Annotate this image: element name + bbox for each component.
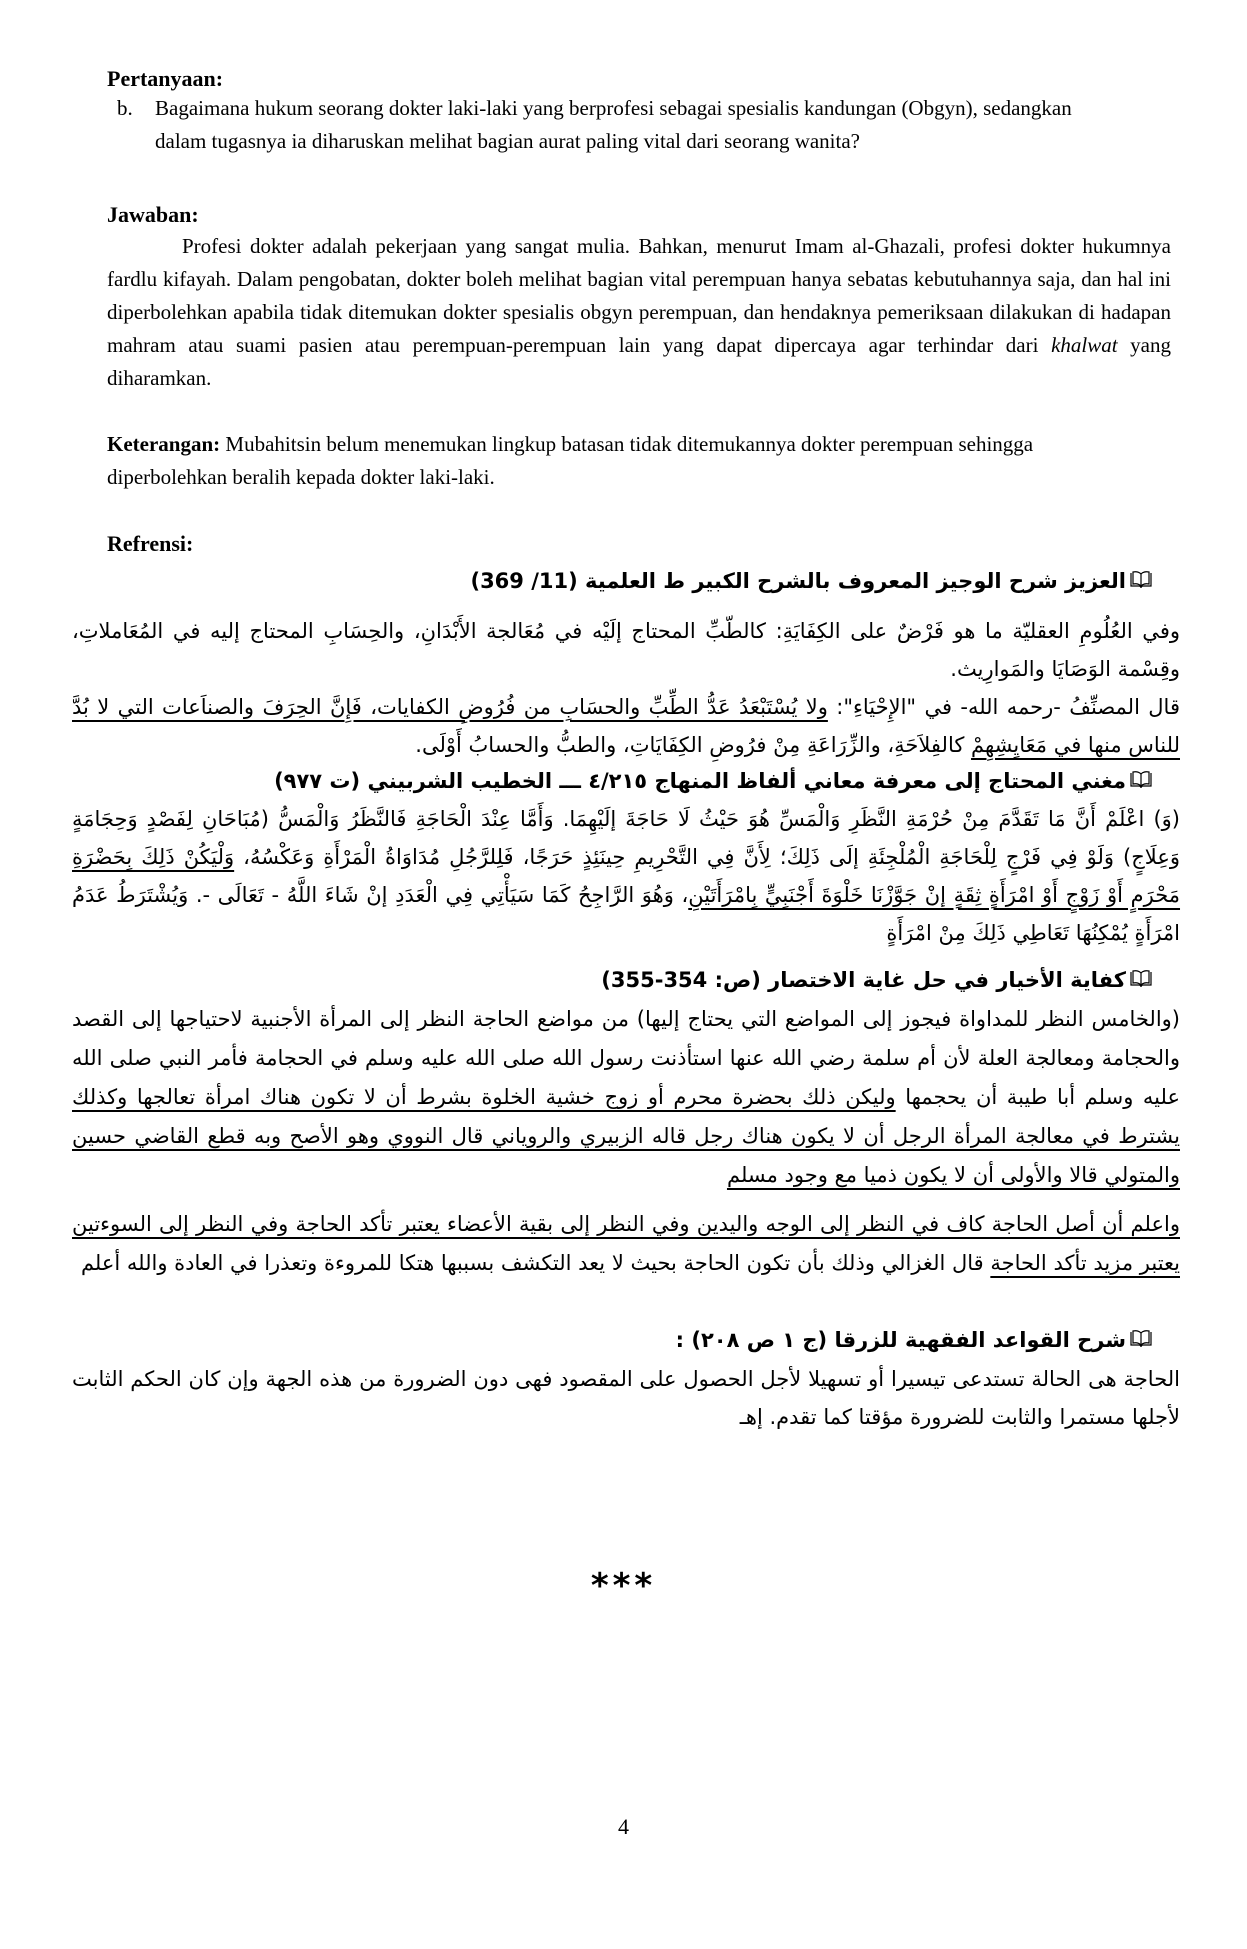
- reference-text: الحاجة هى الحالة تستدعى تيسيرا أو تسهيلا لأجل الحصول على المقصود فهى دون الضرورة من هذه الجهة وإن كان الحكم الثابت لأجلها مستمرا والثابت للضرورة مؤقتا كما تقدم. إهـ: [72, 1367, 1180, 1429]
- answer-text-end: yang diharamkan.: [107, 333, 1171, 390]
- reference-title-text: شرح القواعد الفقهية للزرقا (ج ١ ص ٢٠٨) :: [675, 1328, 1126, 1352]
- question-heading: Pertanyaan:: [107, 66, 224, 91]
- book-icon: [1130, 963, 1152, 999]
- reference-text: [72, 1000, 1180, 1195]
- reference-title: [440, 563, 1152, 600]
- reference-title-text: العزيز شرح الوجيز المعروف بالشرح الكبير ط العلمية (11/ 369): [470, 569, 1126, 593]
- reference-text: وفي العُلُومِ العقليّة ما هو فَرْضٌ على الكِفَايَةِ: كالطّبِّ المحتاج إلَيْه في مُعَالجة الأَبْدَانِ، والحِسَابِ المحتاج إليه في المُعَاملاتِ، وقِسْمة الوَصَايَا والمَوارِيث.: [72, 619, 1180, 681]
- reference-title: [300, 962, 1152, 999]
- reference-text-plain: (والخامس النظر للمداواة فيجوز إلى المواضع التي يحتاج إليها) من مواضع الحاجة النظر إلى المرأة الأجنبية لاحتياجها إلى القصد والحجامة ومعالجة العلة لأن أم سلمة رضي الله عنها استأذنت رسول الله صلى الله عليه وسلم في الحجامة فأمر النبي صلى الله عليه وسلم أبا طيبة أن يحجمها: [72, 1007, 1180, 1109]
- answer-text: Profesi dokter adalah pekerjaan yang sangat mulia. Bahkan, menurut Imam al-Ghazali, profesi dokter hukumnya fardlu kifayah. Dalam pengobatan, dokter boleh melihat bagian vital perempuan hanya sebatas kebutuhannya saja, dan hal ini diperbolehkan apabila tidak ditemukan dokter spesialis obgyn perempuan, dan hendaknya pemeriksaan dilakukan di hadapan mahram atau suami pasien atau perempuan-perempuan lain yang dapat dipercaya agar terhindar dari: [107, 234, 1171, 357]
- reference-title-text: كفاية الأخيار في حل غاية الاختصار (ص: 354-355): [601, 968, 1126, 992]
- note-text: Mubahitsin belum menemukan lingkup batasan tidak ditemukannya dokter perempuan sehingga diperbolehkan beralih kepada dokter laki-laki.: [107, 432, 1034, 489]
- book-icon: [1130, 564, 1152, 600]
- reference-title: [200, 763, 1152, 800]
- book-icon: [1130, 764, 1152, 800]
- answer-paragraph: [107, 230, 1171, 395]
- answer-italic-term: khalwat: [1051, 333, 1118, 357]
- book-icon: [1130, 1323, 1152, 1359]
- references-heading: Refrensi:: [107, 531, 194, 556]
- reference-text-plain: كالفِلاَحَةِ، والزِّرَاعَةِ مِنْ فرُوضِ الكِفَايَاتِ، والطبُّ والحسابُ أَوْلَى.: [415, 733, 972, 757]
- reference-text: [72, 688, 1180, 764]
- question-marker: b.: [117, 96, 133, 120]
- section-separator: ***: [590, 1566, 657, 1606]
- note-label: Keterangan:: [107, 432, 221, 456]
- reference-title: [500, 1322, 1152, 1359]
- reference-text-underlined: واعلم أن أصل الحاجة كاف في النظر إلى الوجه واليدين وفي النظر إلى بقية الأعضاء يعتبر تأكد الحاجة وفي النظر إلى السوءتين يعتبر مزيد تأكد الحاجة: [72, 1212, 1180, 1275]
- reference-text: [72, 800, 1180, 952]
- answer-heading: Jawaban:: [107, 202, 199, 227]
- reference-text-plain: (وَ) اعْلَمْ أَنَّ مَا تَقَدَّمَ مِنْ حُرْمَةِ النَّظَرِ وَالْمَسِّ هُوَ حَيْثُ لَا حَاجَةَ إلَيْهِمَا. وَأَمَّا عِنْدَ الْحَاجَةِ فَالنَّظَرُ وَالْمَسُّ (مُبَاحَانِ لِفَصْدٍ وَحِجَامَةٍ وَعِلَاجٍ) وَلَوْ فِي فَرْجٍ لِلْحَاجَةِ الْمُلْجِئَةِ إلَى ذَلِكَ؛ لِأَنَّ فِي التَّحْرِيمِ حِينَئِذٍ حَرَجًا، فَلِلرَّجُلِ مُدَاوَاةُ الْمَرْأَةِ وَعَكْسُهُ،: [72, 807, 1180, 869]
- question-text: Bagaimana hukum seorang dokter laki-laki yang berprofesi sebagai spesialis kandungan (Obgyn), sedangkan dalam tugasnya ia diharuskan melihat bagian aurat paling vital dari seorang wanita?: [155, 96, 1072, 153]
- reference-text-plain: ، وَهُوَ الرَّاجِحُ كَمَا سَيَأْتِي فِي الْعَدَدِ إنْ شَاءَ اللَّهُ - تَعَالَى -. وَيُشْتَرَطُ عَدَمُ امْرَأَةٍ يُمْكِنُهَا تَعَاطِي ذَلِكَ مِنْ امْرَأَةٍ: [72, 883, 1180, 945]
- question-item: [117, 92, 1077, 158]
- reference-text-plain: قال المصنِّفُ -رحمه الله- في "الإِحْيَاءِ":: [827, 695, 1180, 719]
- reference-text-underlined: وَلْيَكُنْ ذَلِكَ بِحَضْرَةِ مَحْرَمٍ أَوْ زَوْجٍ أَوْ امْرَأَةٍ ثِقَةٍ إنْ جَوَّزْنَا خَلْوَةَ أَجْنَبِيٍّ بِامْرَأَتَيْنِ: [72, 845, 1181, 907]
- reference-title-text: مغني المحتاج إلى معرفة معاني ألفاظ المنهاج ٤/٢١٥ ـــ الخطيب الشربيني (ت ٩٧٧): [274, 769, 1126, 793]
- reference-text-plain: قال الغزالي وذلك بأن تكون الحاجة بحيث لا يعد التكشف بسببها هتكا للمروءة وتعذرا في العادة والله أعلم: [80, 1251, 991, 1275]
- reference-text-underlined: ولا يُسْتَبْعَدُ عَدُّ الطِّبِّ والحسَابِ من فُرُوضِ الكفايات، فَإِنَّ الحِرَفَ والصناَعات التي لا بُدَّ للناس منها في مَعَايِشِهِمْ: [72, 695, 1180, 757]
- page-number: 4: [618, 1814, 629, 1839]
- note-paragraph: [107, 428, 1107, 494]
- reference-text: [72, 1205, 1180, 1283]
- reference-text-underlined: وليكن ذلك بحضرة محرم أو زوج خشية الخلوة بشرط أن لا تكون هناك امرأة تعالجها وكذلك يشترط في معالجة المرأة الرجل أن لا يكون هناك رجل قاله الزبيري والروياني قال النووي وهو الأصح وبه قطع القاضي حسين والمتولي قالا والأولى أن لا يكون ذميا مع وجود مسلم: [72, 1085, 1180, 1187]
